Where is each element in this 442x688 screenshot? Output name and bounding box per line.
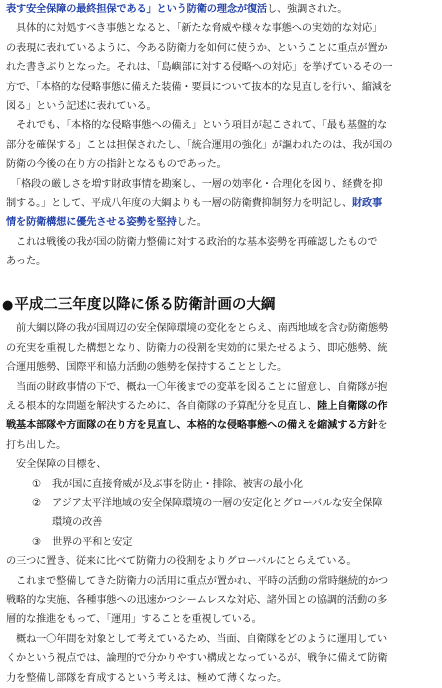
body-text: を bbox=[377, 420, 388, 432]
security-goals-list bbox=[6, 475, 438, 553]
body-text: 打ち出した。 bbox=[6, 439, 67, 451]
body-text: 戦略的な実施、各種事態への迅速かつシームレスな対応、諸外国との協調的活動の多 bbox=[6, 594, 388, 606]
paragraph-line bbox=[6, 78, 438, 97]
body-text: し、強調された。 bbox=[266, 4, 348, 15]
body-text: 防衛の今後の在り方の指針となるものであった。 bbox=[6, 159, 227, 171]
paragraph-line bbox=[6, 252, 438, 271]
goal-item bbox=[6, 475, 438, 494]
heading-bullet: ● bbox=[2, 298, 14, 314]
goal-item bbox=[6, 533, 438, 552]
body-text: 制する。」として、平成八年度の大綱よりも一層の防衛費抑制努力を明記し、 bbox=[6, 197, 353, 209]
goal-item bbox=[6, 494, 438, 513]
body-text: 層的な推進をもって、「運用」することを重視している。 bbox=[6, 614, 262, 626]
section-fy2011-guidelines bbox=[6, 319, 438, 474]
body-text: した。 bbox=[176, 217, 207, 229]
paragraph-line bbox=[6, 455, 438, 474]
body-text: 「格段の厳しさを増す財政事情を勘案し、一層の効率化・合理化を図り、経費を抑 bbox=[6, 178, 383, 190]
paragraph-line bbox=[6, 436, 438, 455]
goal-number: ② bbox=[32, 497, 41, 509]
paragraph-line bbox=[6, 552, 438, 571]
body-text: える根本的な問題を解決するために、各自衛隊の予算配分を見直し、 bbox=[6, 401, 318, 413]
body-text: 安全保障の目標を、 bbox=[6, 459, 107, 471]
emphasized-text: 陸上自衛隊の作 bbox=[317, 401, 388, 413]
paragraph-line bbox=[6, 233, 438, 252]
paragraph-line bbox=[6, 649, 438, 668]
body-text: の三つに置き、従来に比べて防衛力の役割をよりグローバルにとらえている。 bbox=[6, 556, 357, 568]
section-gap bbox=[6, 271, 438, 293]
section-fy2011-guidelines-continued bbox=[6, 552, 438, 688]
paragraph-line bbox=[6, 319, 438, 338]
body-text: れた書きぶりとなった。それは、「島嶼部に対する侵略への対応」を挙げているその一 bbox=[6, 62, 393, 74]
paragraph-line bbox=[6, 416, 438, 435]
paragraph-line bbox=[6, 136, 438, 155]
goal-text: アジア太平洋地域の安全保障環境の一層の安定化とグローバルな安全保障 bbox=[52, 497, 383, 509]
paragraph-line bbox=[6, 39, 438, 58]
paragraph-line bbox=[6, 97, 438, 116]
body-text: 部分を確保する」ことは担保されたし、「統合運用の強化」が謳われたのは、我が国の bbox=[6, 139, 393, 151]
emphasized-text: 表す安全保障の最終担保である」という防衛の理念が復活 bbox=[6, 4, 267, 15]
paragraph-line bbox=[6, 610, 438, 629]
paragraph-line bbox=[6, 378, 438, 397]
paragraph-line bbox=[6, 358, 438, 377]
body-text: 合運用態勢、国際平和協力活動の態勢を保持することとした。 bbox=[6, 362, 288, 374]
emphasized-text: 戦基本部隊や方面隊の在り方を見直し、本格的な侵略事態への備えを縮減する方針 bbox=[6, 420, 378, 432]
paragraph-line bbox=[6, 630, 438, 649]
body-text: あった。 bbox=[6, 256, 47, 268]
paragraph-line bbox=[6, 397, 438, 416]
goal-number: ③ bbox=[32, 536, 41, 548]
body-text: 概ね一〇年間を対象として考えているため、当面、自衛隊をどのように運用してい bbox=[6, 633, 388, 645]
goal-item-continued bbox=[6, 513, 438, 532]
body-text: の表現に表れているように、今ある防衛力を如何に使うか、ということに重点が置か bbox=[6, 42, 388, 54]
paragraph-line bbox=[6, 591, 438, 610]
body-text: くかという視点では、論理的で分かりやすい構成となっているが、戦争に備えて防衛 bbox=[6, 653, 388, 665]
paragraph-line bbox=[6, 339, 438, 358]
heading-title: 平成二三年度以降に係る防衛計画の大綱 bbox=[14, 297, 276, 314]
body-text: 具体的に対処すべき事態となると、「新たな脅威や様々な事態への実効的な対応」 bbox=[6, 23, 383, 35]
paragraph-line bbox=[6, 19, 438, 38]
paragraph-line bbox=[6, 194, 438, 213]
emphasized-text: 情を防衛構想に優先させる姿勢を堅持 bbox=[6, 217, 177, 229]
goal-text: 我が国に直接脅威が及ぶ事を防止・排除、被害の最小化 bbox=[52, 478, 303, 490]
section-previous-guidelines bbox=[6, 0, 438, 271]
paragraph-line bbox=[6, 116, 438, 135]
body-text: 方で、「本格的な侵略事態に備えた装備・要員について抜本的な見直しを行い、縮減を bbox=[6, 81, 392, 93]
body-text: 力を整備し部隊を育成するという考えは、極めて薄くなった。 bbox=[6, 672, 288, 684]
body-text: これは戦後の我が国の防衛力整備に対する政治的な基本姿勢を再確認したもので bbox=[6, 236, 378, 248]
section-heading bbox=[2, 293, 438, 319]
paragraph-line bbox=[6, 572, 438, 591]
body-text: の充実を重視した構想となり、防衛力の役割を実効的に果たせるよう、即応態勢、統 bbox=[6, 342, 388, 354]
paragraph-line bbox=[6, 155, 438, 174]
paragraph-line bbox=[6, 213, 438, 232]
goal-text: 環境の改善 bbox=[52, 517, 103, 529]
body-text: 図る」という記述に表れている。 bbox=[6, 100, 157, 112]
paragraph-line bbox=[6, 0, 438, 19]
emphasized-text: 財政事 bbox=[352, 197, 383, 209]
goal-number: ① bbox=[32, 478, 41, 490]
body-text: 前大綱以降の我が国周辺の安全保障環境の変化をとらえ、南西地域を含む防衛態勢 bbox=[6, 323, 389, 335]
paragraph-line bbox=[6, 669, 438, 688]
body-text: これまで整備してきた防衛力の活用に重点が置かれ、平時の活動の常時継続的かつ bbox=[6, 575, 389, 587]
paragraph-line bbox=[6, 58, 438, 77]
goal-text: 世界の平和と安定 bbox=[52, 536, 133, 548]
body-text: 当面の財政事情の下で、概ね一〇年後までの変革を図ることに留意し、自衛隊が抱 bbox=[6, 381, 388, 393]
paragraph-line bbox=[6, 175, 438, 194]
body-text: それでも、「本格的な侵略事態への備え」という項目が起こされて、「最も基盤的な bbox=[6, 120, 388, 132]
